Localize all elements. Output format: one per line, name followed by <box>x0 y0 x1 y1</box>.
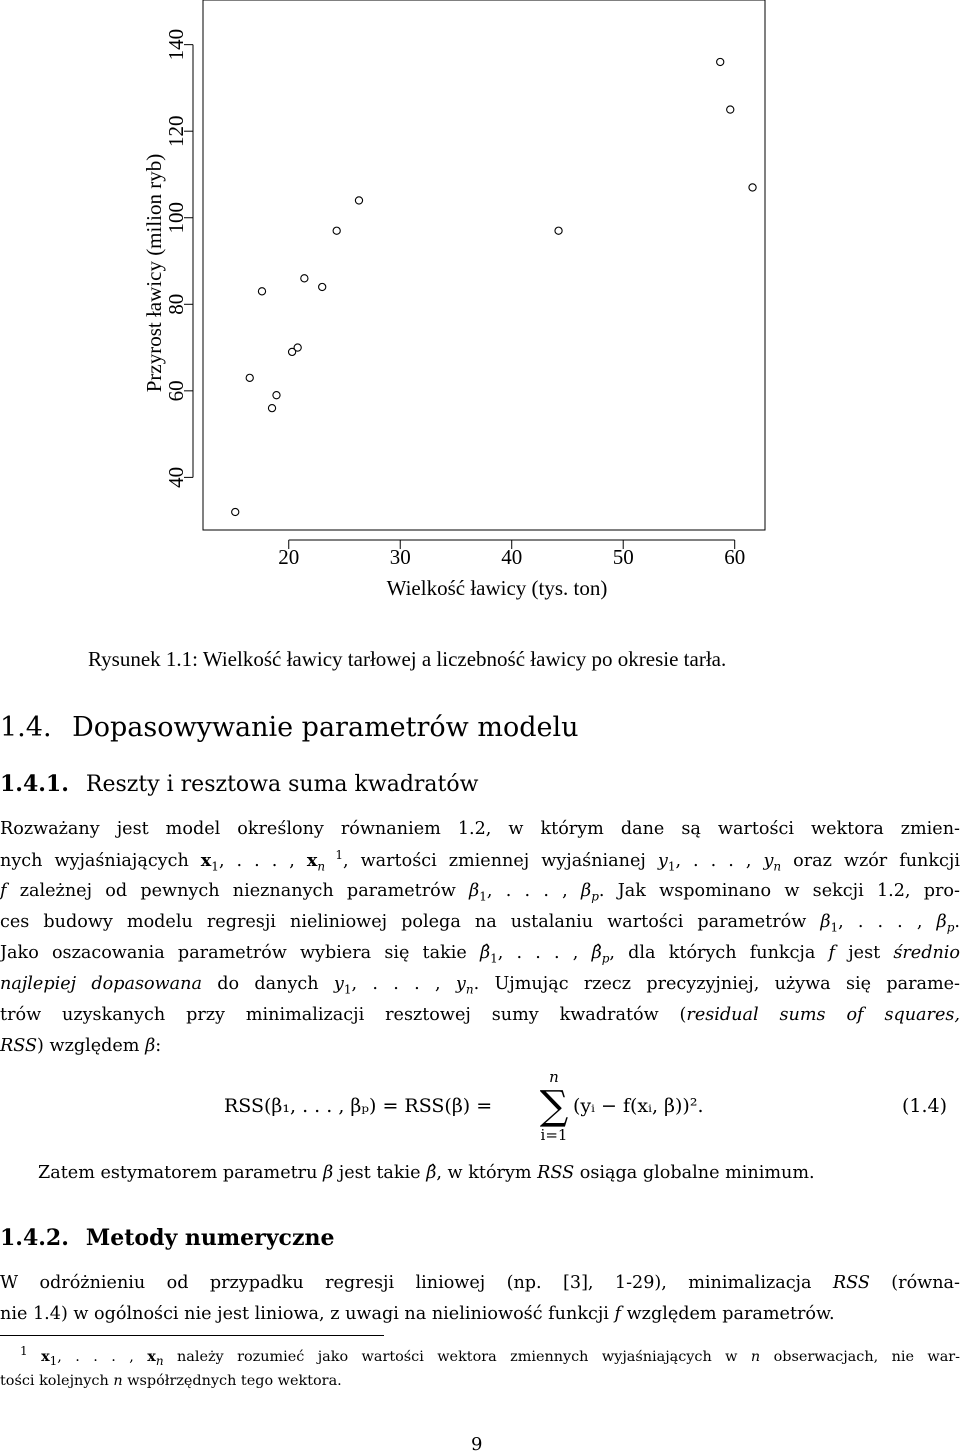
footnote <box>0 1345 960 1393</box>
x-tick-label: 50 <box>612 545 634 569</box>
data-point <box>355 197 362 204</box>
section-number: 1.4. <box>0 712 52 743</box>
data-point <box>246 374 253 381</box>
y-tick-label: 120 <box>164 115 188 147</box>
paragraph-3 <box>0 1268 960 1330</box>
subsection-number: 1.4.1. <box>0 771 69 797</box>
data-point <box>301 275 308 282</box>
data-point <box>319 283 326 290</box>
footnote-rule <box>0 1335 384 1336</box>
data-point <box>555 227 562 234</box>
y-tick-label: 80 <box>164 293 188 315</box>
x-tick-label: 60 <box>724 545 746 569</box>
y-tick-label: 100 <box>164 201 188 234</box>
y-axis <box>164 29 193 488</box>
sum-operator <box>536 1068 572 1144</box>
x-tick-label: 20 <box>278 545 300 569</box>
footnote-line: $^1$ $x_1$, . . . , $x_n$ należy rozumieć jako wartości wektora zmiennych wyjaśniających w n obserwacjach, nie war- <box>20 1344 960 1368</box>
x-tick-label: 30 <box>389 545 411 569</box>
text-line: W odróżnieniu od przypadku regresji liniowej (np. [3], 1-29), minimalizacja RSS (równa- <box>0 1273 960 1293</box>
data-point <box>232 508 239 515</box>
data-point <box>268 405 275 412</box>
sigma-icon: ∑ <box>539 1083 569 1129</box>
x-tick-label: 40 <box>501 545 523 569</box>
text-line: Jako oszacowania parametrów wybiera się takie $\betâ_1$, . . . , $\betâ_p$, dla których funkcja f jest średnio <box>0 943 960 966</box>
data-point <box>749 184 756 191</box>
section-title: Dopasowywanie parametrów modelu <box>72 712 579 743</box>
paragraph-2: Zatem estymatorem parametru β jest takie β̂, w którym RSS osiąga globalne minimum. <box>38 1163 815 1183</box>
y-tick-label: 60 <box>164 380 188 402</box>
data-points <box>232 58 757 515</box>
subsection-heading <box>0 771 478 797</box>
scatter-plot <box>0 0 960 640</box>
data-point <box>717 58 724 65</box>
data-point <box>294 344 301 351</box>
subsection-title: Metody numeryczne <box>85 1225 335 1251</box>
page-number: 9 <box>471 1434 483 1455</box>
subsection-title: Reszty i resztowa suma kwadratów <box>85 772 479 797</box>
data-point <box>258 288 265 295</box>
plot-frame <box>203 0 765 530</box>
equation-rhs: (yᵢ − f(xᵢ, β))². <box>573 1095 704 1117</box>
paragraph-1 <box>0 814 960 1062</box>
sum-upper-limit: n <box>549 1068 559 1086</box>
x-axis <box>278 540 745 569</box>
equation-lhs: RSS(β₁, . . . , βₚ) = RSS(β) = <box>224 1095 493 1117</box>
subsection-heading <box>0 1225 334 1251</box>
equation-number: (1.4) <box>902 1095 948 1117</box>
text-line: f zależnej od pewnych nieznanych parametrów $\beta_1$, . . . , $\beta_p$. Jak wspominano w sekcji 1.2, pro- <box>0 881 960 904</box>
y-axis-label: Przyrost ławicy (milion ryb) <box>142 153 166 393</box>
y-tick-label: 40 <box>164 466 188 488</box>
x-axis-label: Wielkość ławicy (tys. ton) <box>386 576 608 600</box>
text-line: ces budowy modelu regresji nieliniowej polega na ustalaniu wartości parametrów $\beta_1$, . . . , $\beta_p$. <box>0 912 960 935</box>
section-heading <box>0 712 579 743</box>
data-point <box>273 392 280 399</box>
data-point <box>727 106 734 113</box>
sum-lower-limit: i=1 <box>540 1126 568 1144</box>
data-point <box>333 227 340 234</box>
text-line: Rozważany jest model określony równaniem 1.2, w którym dane są wartości wektora zmien- <box>0 819 960 839</box>
text-line: nych wyjaśniających $x_1$, . . . , $x_n$ $^1$, wartości zmiennej wyjaśnianej $y_1$, . . . , $y_n$ oraz wzór funkcji <box>0 848 960 874</box>
figure-caption: Rysunek 1.1: Wielkość ławicy tarłowej a liczebność ławicy po okresie tarła. <box>88 647 727 671</box>
text-line: nie 1.4) w ogólności nie jest liniowa, z uwagi na nieliniowość funkcji f względem parametrów. <box>0 1304 835 1324</box>
subsection-number: 1.4.2. <box>0 1225 69 1251</box>
y-tick-label: 140 <box>164 28 188 61</box>
text-line: RSS) względem β: <box>0 1036 162 1056</box>
text-line: najlepiej dopasowana do danych $y_1$, . . . , $y_n$. Ujmując rzecz precyzyjniej, używa się parame- <box>0 974 960 997</box>
footnote-line: tości kolejnych n współrzędnych tego wektora. <box>0 1373 342 1389</box>
text-line: trów uzyskanych przy minimalizacji resztowej sumy kwadratów (residual sums of squares, <box>0 1005 960 1025</box>
